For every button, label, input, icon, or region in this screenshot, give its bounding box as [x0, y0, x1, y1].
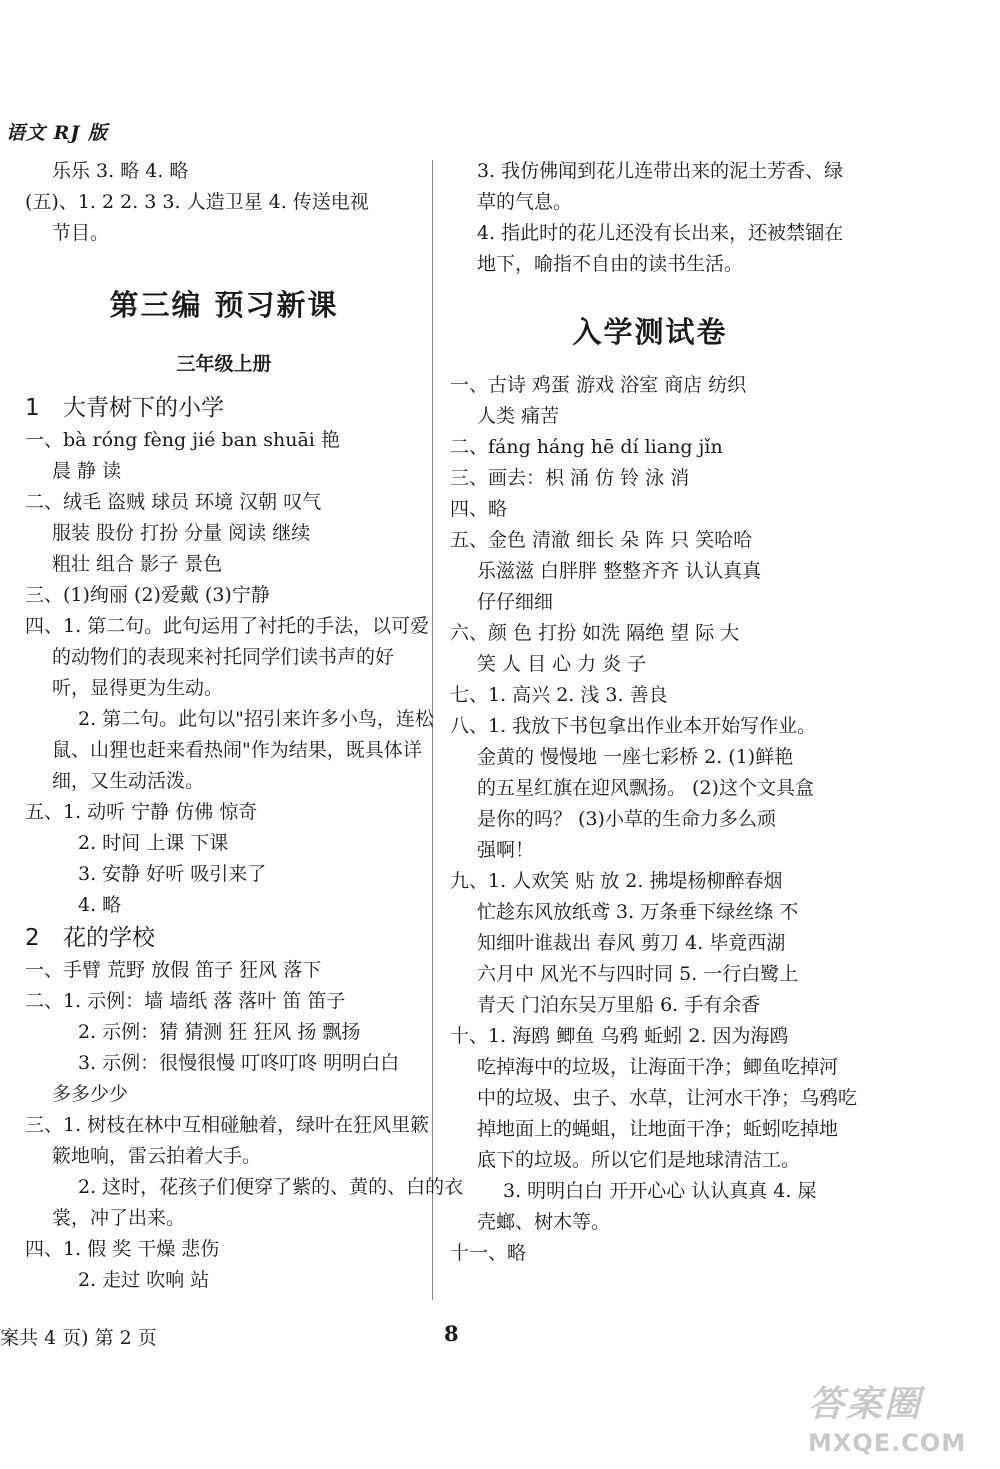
page-number: 8 — [444, 1321, 459, 1346]
answer-line: 晨 静 读 — [52, 460, 122, 482]
grade-heading: 三年级上册 — [176, 353, 272, 375]
lesson-number: 1 — [25, 395, 40, 421]
answer-line: 簌地响，雷云拍着大手。 — [52, 1145, 262, 1167]
answer-line: 三、(1)绚丽 (2)爱戴 (3)宁静 — [25, 584, 270, 606]
answer-line: 一、bà róng fèng jié ban shuāi 艳 — [25, 429, 340, 451]
answer-line: 2. 走过 吹响 站 — [78, 1269, 210, 1291]
answer-line: 壳螂、树木等。 — [477, 1211, 611, 1233]
answer-line: 九、1. 人欢笑 贴 放 2. 拂堤杨柳醉春烟 — [450, 870, 783, 892]
answer-line: 五、金色 清澈 细长 朵 阵 只 笑哈哈 — [450, 529, 753, 551]
answer-line: (五)、1. 2 2. 3 3. 人造卫星 4. 传送电视 — [25, 191, 369, 213]
answer-line: 细，又生动活泼。 — [52, 770, 205, 792]
answer-line: 一、手臂 荒野 放假 笛子 狂风 落下 — [25, 959, 322, 981]
subject-tag: 语文 RJ 版 — [6, 122, 109, 144]
answer-line: 二、fáng háng hē dí liang jǐn — [450, 436, 723, 458]
answer-line: 4. 略 — [78, 894, 122, 916]
answer-line: 笑 人 目 心 力 炎 子 — [477, 653, 647, 675]
answer-line: 四、略 — [450, 498, 508, 520]
answer-line: 掉地面上的蝇蛆，让地面干净；蚯蚓吃掉地 — [477, 1118, 839, 1140]
answer-line: 五、1. 动听 宁静 仿佛 惊奇 — [25, 801, 258, 823]
answer-line: 中的垃圾、虫子、水草，让河水干净；乌鸦吃 — [477, 1087, 858, 1109]
watermark-logo: 答案圈 — [808, 1384, 923, 1425]
left-column — [25, 156, 464, 1296]
answer-line: 人类 痛苦 — [477, 405, 560, 427]
answer-line: 知细叶谁裁出 春风 剪刀 4. 毕竟西湖 — [477, 932, 786, 954]
answer-line: 服装 股份 打扮 分量 阅读 继续 — [52, 522, 311, 544]
answer-line: 四、1. 第二句。此句运用了衬托的手法，以可爱 — [25, 615, 430, 637]
lesson-title: 花的学校 — [63, 925, 155, 951]
watermark-url: MXQE.COM — [808, 1429, 967, 1457]
answer-line: 3. 示例：很慢很慢 叮咚叮咚 明明白白 — [78, 1052, 400, 1074]
answer-line: 多多少少 — [52, 1083, 129, 1105]
answer-line: 一、古诗 鸡蛋 游戏 浴室 商店 纺织 — [450, 374, 747, 396]
answer-line: 3. 我仿佛闻到花儿连带出来的泥土芳香、绿 — [477, 160, 844, 182]
answer-line: 粗壮 组合 影子 景色 — [52, 553, 223, 575]
answer-line: 三、1. 树枝在林中互相碰触着，绿叶在狂风里簌 — [25, 1114, 430, 1136]
answer-line: 听，显得更为生动。 — [52, 677, 224, 699]
answer-line: 金黄的 慢慢地 一座七彩桥 2. (1)鲜艳 — [477, 746, 794, 768]
answer-line: 3. 明明白白 开开心心 认认真真 4. 屎 — [503, 1180, 817, 1202]
answer-line: 地下，喻指不自由的读书生活。 — [477, 253, 744, 275]
watermark — [808, 1376, 996, 1464]
answer-line: 十、1. 海鸥 鲫鱼 乌鸦 蚯蚓 2. 因为海鸥 — [450, 1025, 789, 1047]
answer-line: 3. 安静 好听 吸引来了 — [78, 863, 267, 885]
answer-line: 七、1. 高兴 2. 浅 3. 善良 — [450, 684, 668, 706]
section-title: 第三编 预习新课 — [109, 288, 339, 322]
footer-page-info: 案共 4 页) 第 2 页 — [0, 1327, 157, 1349]
lesson-heading — [25, 921, 423, 955]
answer-line: 2. 时间 上课 下课 — [78, 832, 229, 854]
answer-line: 忙趁东风放纸鸢 3. 万条垂下绿丝绦 不 — [477, 901, 799, 923]
answer-line: 2. 第二句。此句以"招引来许多小鸟，连松 — [78, 708, 434, 730]
answer-line: 仔仔细细 — [477, 591, 554, 613]
answer-line: 节目。 — [52, 222, 110, 244]
answer-line: 四、1. 假 奖 干燥 悲伤 — [25, 1238, 220, 1260]
answer-line: 八、1. 我放下书包拿出作业本开始写作业。 — [450, 715, 817, 737]
answer-line: 二、绒毛 盗贼 球员 环境 汉朝 叹气 — [25, 491, 322, 513]
answer-line: 六、颜 色 打扮 如洗 隔绝 望 际 大 — [450, 622, 740, 644]
right-column — [450, 156, 858, 1269]
answer-line: 青天 门泊东吴万里船 6. 手有余香 — [477, 994, 761, 1016]
lesson-title: 大青树下的小学 — [63, 395, 224, 421]
lesson-heading — [25, 391, 423, 425]
answer-line: 乐滋滋 白胖胖 整整齐齐 认认真真 — [477, 560, 762, 582]
answer-line: 4. 指此时的花儿还没有长出来，还被禁锢在 — [477, 222, 844, 244]
section-title: 入学测试卷 — [572, 315, 728, 349]
answer-line: 是你的吗？ (3)小草的生命力多么顽 — [477, 808, 776, 830]
answer-line: 草的气息。 — [477, 191, 573, 213]
answer-line: 鼠、山狸也赶来看热闹"作为结果，既具体详 — [52, 739, 422, 761]
answer-line: 强啊！ — [477, 839, 535, 861]
answer-line: 底下的垃圾。所以它们是地球清洁工。 — [477, 1149, 801, 1171]
answer-line: 乐乐 3. 略 4. 略 — [52, 160, 189, 182]
lesson-number: 2 — [25, 925, 40, 951]
answer-line: 2. 这时，花孩子们便穿了紫的、黄的、白的衣 — [78, 1176, 464, 1198]
answer-line: 2. 示例：猜 猜测 狂 狂风 扬 飘扬 — [78, 1021, 361, 1043]
answer-line: 三、画去：枳 涌 仿 铃 泳 消 — [450, 467, 690, 489]
answer-line: 吃掉海中的垃圾，让海面干净；鲫鱼吃掉河 — [477, 1056, 839, 1078]
answer-line: 六月中 风光不与四时同 5. 一行白鹭上 — [477, 963, 799, 985]
answer-line: 的动物们的表现来衬托同学们读书声的好 — [52, 646, 395, 668]
answer-line: 裳，冲了出来。 — [52, 1207, 186, 1229]
answer-line: 十一、略 — [450, 1242, 527, 1264]
answer-line: 二、1. 示例：墙 墙纸 落 落叶 笛 笛子 — [25, 990, 346, 1012]
answer-line: 的五星红旗在迎风飘扬。 (2)这个文具盒 — [477, 777, 814, 799]
